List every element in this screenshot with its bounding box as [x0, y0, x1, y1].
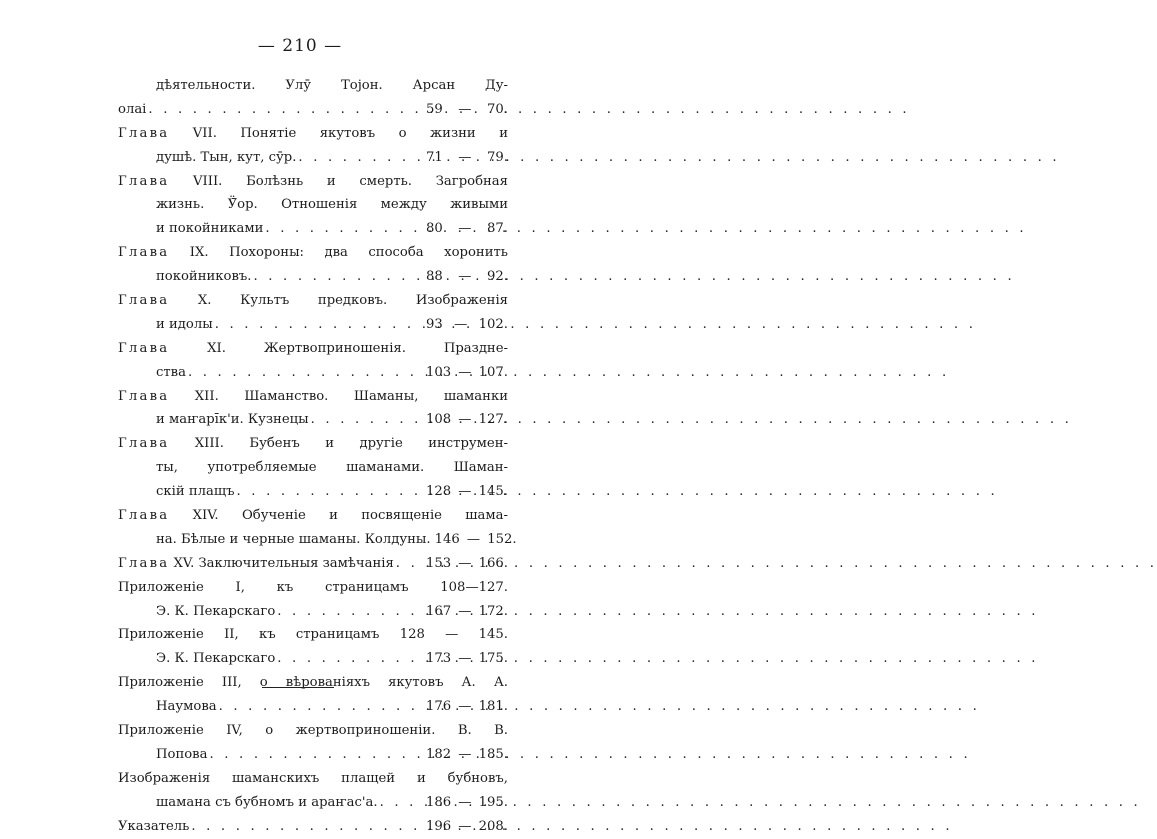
toc-entry: [118, 385, 508, 433]
toc-line-final: [118, 815, 508, 839]
page-range: [426, 600, 508, 624]
toc-line: [118, 432, 508, 456]
chapter-label: Глава: [118, 388, 170, 404]
page-end: 79.: [487, 149, 508, 165]
page-range: [426, 791, 508, 815]
entry-title-text: Э. К. Пекарскаго: [156, 603, 276, 619]
toc-line: [118, 719, 508, 743]
toc-entry: [118, 337, 508, 385]
page-dash: —: [458, 269, 472, 285]
entry-title-text: VII. Понятіе якутовъ о жизни и: [192, 125, 508, 141]
toc-line: [118, 241, 508, 265]
page-dash: —: [458, 484, 472, 500]
page-range: [426, 146, 508, 170]
page-range: [426, 313, 508, 337]
page-start: 103: [426, 364, 452, 380]
toc-line-final: [118, 361, 508, 385]
toc-entry: [118, 552, 508, 576]
toc-entry: [118, 170, 508, 242]
toc-line: [118, 623, 508, 647]
page-end: 195.: [478, 794, 508, 810]
toc-line-final: [118, 528, 517, 552]
page-start: 153: [426, 555, 452, 571]
dot-leader: [275, 647, 426, 671]
page-end: 166.: [478, 555, 508, 571]
page-range: [426, 552, 508, 576]
page-dash: —: [458, 699, 472, 715]
toc-line-final: [118, 552, 508, 576]
toc-line: [118, 767, 508, 791]
page-start: 93: [426, 316, 443, 332]
page-dash: —: [458, 794, 472, 810]
page-start: 108: [426, 412, 452, 428]
page-start: 59: [426, 101, 443, 117]
page-range: [426, 265, 508, 289]
toc-line-final: [118, 480, 508, 504]
entry-title-text: и маҥарі̄к'и. Кузнецы: [156, 412, 309, 428]
entry-title-text: Э. К. Пекарскаго: [156, 651, 276, 667]
toc-entry: [118, 74, 508, 122]
page-dash: —: [466, 531, 481, 547]
entry-title-text: Приложеніе I, къ страницамъ 108—127.: [118, 579, 508, 595]
page-start: 71: [426, 149, 443, 165]
page-range: [426, 743, 508, 767]
dot-leader: [213, 313, 426, 337]
entry-title-text: скій плащъ: [156, 484, 235, 500]
page-start: 176: [426, 699, 452, 715]
chapter-label: Глава: [118, 125, 170, 141]
toc-line: [118, 671, 508, 695]
page-dash: —: [458, 364, 472, 380]
toc-entry: [118, 576, 508, 624]
page-dash: —: [458, 603, 472, 619]
page-range: [426, 217, 508, 241]
dot-leader: [235, 480, 426, 504]
entry-title-text: шамана съ бубномъ и араҥас'а.: [156, 794, 378, 810]
toc-line: [118, 385, 508, 409]
entry-title-text: XIII. Бубенъ и другіе инструмен-: [194, 436, 508, 452]
chapter-label: Глава: [118, 340, 170, 356]
entry-title-text: жизнь. Ӱ̄ор. Отношенія между живыми: [156, 197, 508, 213]
page-end: 70.: [487, 101, 508, 117]
page-dash: —: [458, 818, 472, 834]
chapter-label: Глава: [118, 508, 170, 524]
page-end: 107.: [478, 364, 508, 380]
dot-leader: [186, 361, 426, 385]
toc-line: [118, 337, 508, 361]
toc-line: [118, 289, 508, 313]
toc-line-final: [118, 743, 508, 767]
page-start: 186: [426, 794, 452, 810]
toc-line: [118, 456, 508, 480]
toc-line-final: [118, 695, 508, 719]
end-rule: [262, 687, 334, 688]
entry-title-text: ства: [156, 364, 186, 380]
page-start: 128: [426, 484, 452, 500]
chapter-label: Глава: [118, 555, 170, 571]
page-number: — 210 —: [257, 36, 343, 56]
dot-leader: [207, 743, 426, 767]
page-range: [426, 408, 508, 432]
chapter-label: Глава: [118, 436, 170, 452]
dot-leader: [217, 695, 426, 719]
entry-title-text: XIV. Обученіе и посвященіе шама-: [192, 508, 509, 524]
page-start: 173: [426, 651, 452, 667]
entry-title-text: Приложеніе IV, о жертвоприношеніи. В. В.: [118, 723, 508, 739]
entry-title-text: и идолы: [156, 316, 213, 332]
entry-title-text: Приложеніе III, о вѣрованіяхъ якутовъ А. А.: [118, 675, 508, 691]
toc-line: [118, 193, 508, 217]
toc-entry: [118, 623, 508, 671]
dot-leader: [378, 791, 426, 815]
toc-line: [118, 122, 508, 146]
entry-title-text: VIII. Болѣзнь и смерть. Загробная: [193, 173, 508, 189]
page-dash: —: [458, 555, 472, 571]
toc-entry: [118, 815, 508, 839]
page-end: 145.: [478, 484, 508, 500]
toc-line-final: [118, 146, 508, 170]
entry-title-text: Наумова: [156, 699, 217, 715]
page-start: 80: [426, 221, 443, 237]
toc-entry: [118, 432, 508, 504]
entry-title-text: X. Культъ предковъ. Изображенія: [197, 293, 508, 309]
page-start: 88: [426, 269, 443, 285]
page-range: [426, 695, 508, 719]
page-start: 196: [426, 818, 452, 834]
page-dash: —: [454, 316, 468, 332]
page-end: 92.: [487, 269, 508, 285]
toc-entry: [118, 122, 508, 170]
toc-line-final: [118, 217, 508, 241]
page-end: 87.: [487, 221, 508, 237]
entry-title-text: XI. Жертвоприношенія. Праздне-: [207, 340, 508, 356]
chapter-label: Глава: [118, 293, 170, 309]
entry-title-text: XV. Заключительныя замѣчанія: [173, 555, 394, 571]
table-of-contents: [118, 74, 517, 839]
toc-line-final: [118, 98, 508, 122]
entry-title-text: Изображенія шаманскихъ плащей и бубновъ,: [118, 770, 508, 786]
entry-title-text: Указатель: [118, 818, 190, 834]
entry-title-text: Приложеніе II, къ страницамъ 128 — 145.: [118, 627, 508, 643]
page-end: 127.: [478, 412, 508, 428]
page-end: 185.: [478, 746, 508, 762]
toc-line-final: [118, 313, 508, 337]
entry-title-text: Попова: [156, 746, 208, 762]
chapter-label: Глава: [118, 245, 170, 261]
dot-leader: [296, 146, 426, 170]
toc-entry: [118, 671, 508, 719]
page-dash: —: [458, 651, 472, 667]
toc-line-final: [118, 647, 508, 671]
toc-line: [118, 504, 508, 528]
entry-title-text: олаі: [118, 101, 147, 117]
page-end: 175.: [478, 651, 508, 667]
page-dash: —: [458, 746, 472, 762]
dot-leader: [251, 265, 426, 289]
page-range: [426, 361, 508, 385]
entry-title-text: душѣ. Тын, кут, сӯр.: [156, 149, 297, 165]
dot-leader: [394, 552, 426, 576]
entry-title-text: на. Бѣлые и черные шаманы. Колдуны.: [156, 531, 431, 547]
page-range: [426, 647, 508, 671]
entry-title-text: дѣятельности. Улӯ Тојон. Арсан Ду-: [156, 78, 508, 93]
toc-line-final: [118, 600, 508, 624]
toc-entry: [118, 719, 508, 767]
toc-entry: [118, 504, 517, 552]
dot-leader: [263, 217, 426, 241]
page-end: 102.: [478, 316, 508, 332]
toc-line-final: [118, 791, 508, 815]
dot-leader: [309, 408, 426, 432]
chapter-label: Глава: [118, 173, 170, 189]
dot-leader: [275, 600, 426, 624]
page-dash: —: [458, 221, 472, 237]
page-range: [426, 815, 508, 839]
entry-title-text: покойниковъ.: [156, 269, 252, 285]
entry-title-text: ты, употребляемые шаманами. Шаман-: [156, 460, 508, 476]
page-dash: —: [458, 412, 472, 428]
page-start: 167: [426, 603, 452, 619]
toc-entry: [118, 241, 508, 289]
toc-line: [118, 74, 508, 98]
toc-entry: [118, 767, 508, 815]
dot-leader: [189, 815, 426, 839]
page-end: 181.: [478, 699, 508, 715]
entry-title-text: IX. Похороны: два способа хоронить: [189, 245, 508, 261]
page-end: 208.: [478, 818, 508, 834]
toc-line: [118, 170, 508, 194]
toc-line-final: [118, 265, 508, 289]
page-dash: —: [458, 149, 472, 165]
page-end: 152.: [487, 531, 517, 547]
page-start: 182: [426, 746, 452, 762]
toc-entry: [118, 289, 508, 337]
entry-title-text: и покойниками: [156, 221, 264, 237]
toc-line: [118, 576, 508, 600]
page-dash: —: [458, 101, 472, 117]
entry-title-text: XII. Шаманство. Шаманы, шаманки: [194, 388, 508, 404]
page-start: 146: [434, 531, 460, 547]
toc-line-final: [118, 408, 508, 432]
page-range: [426, 98, 508, 122]
page-range: [435, 528, 517, 552]
page-range: [426, 480, 508, 504]
page-end: 172.: [478, 603, 508, 619]
dot-leader: [146, 98, 426, 122]
